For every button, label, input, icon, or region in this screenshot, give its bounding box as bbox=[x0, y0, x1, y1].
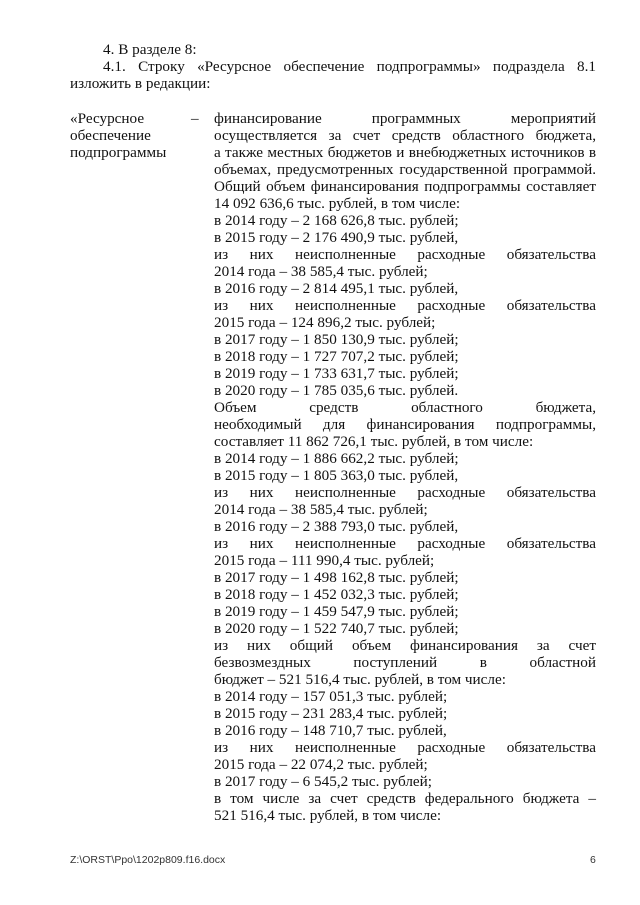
section-heading: 4. В разделе 8: bbox=[103, 41, 197, 58]
content-line: составляет 11 862 726,1 тыс. рублей, в том числе: bbox=[214, 433, 534, 450]
content-line: в 2018 году – 1 727 707,2 тыс. рублей; bbox=[214, 348, 459, 365]
content-line: объемах, предусмотренных государственной программой. bbox=[214, 161, 596, 178]
row-content-column bbox=[214, 110, 596, 824]
content-line: 2014 года – 38 585,4 тыс. рублей; bbox=[214, 501, 428, 518]
content-line: 14 092 636,6 тыс. рублей, в том числе: bbox=[214, 195, 461, 212]
content-line: 521 516,4 тыс. рублей, в том числе: bbox=[214, 807, 442, 824]
content-line: в 2016 году – 148 710,7 тыс. рублей, bbox=[214, 722, 447, 739]
content-line: из них неисполненные расходные обязательства bbox=[214, 246, 596, 263]
content-line: в 2015 году – 2 176 490,9 тыс. рублей, bbox=[214, 229, 459, 246]
page-number: 6 bbox=[590, 854, 596, 866]
content-line: в 2017 году – 6 545,2 тыс. рублей; bbox=[214, 773, 432, 790]
content-line: 2015 года – 111 990,4 тыс. рублей; bbox=[214, 552, 435, 569]
row-label-line: «Ресурсное bbox=[70, 110, 145, 127]
content-line: осуществляется за счет средств областного бюджета, bbox=[214, 127, 596, 144]
row-label-dash: – bbox=[191, 110, 199, 127]
content-line: Общий объем финансирования подпрограммы составляет bbox=[214, 178, 596, 195]
content-line: в 2015 году – 231 283,4 тыс. рублей; bbox=[214, 705, 448, 722]
content-line: Объем средств областного бюджета, bbox=[214, 399, 596, 416]
content-line: в 2016 году – 2 814 495,1 тыс. рублей, bbox=[214, 280, 459, 297]
content-line: в 2019 году – 1 459 547,9 тыс. рублей; bbox=[214, 603, 459, 620]
content-line: финансирование программных мероприятий bbox=[214, 110, 596, 127]
content-line: в 2014 году – 2 168 626,8 тыс. рублей; bbox=[214, 212, 459, 229]
content-line: в 2019 году – 1 733 631,7 тыс. рублей; bbox=[214, 365, 459, 382]
content-line: 2015 года – 22 074,2 тыс. рублей; bbox=[214, 756, 428, 773]
instruction-line-end: изложить в редакции: bbox=[70, 75, 211, 92]
content-line: из них неисполненные расходные обязательства bbox=[214, 484, 596, 501]
content-line: из них неисполненные расходные обязательства bbox=[214, 297, 596, 314]
content-line: в том числе за счет средств федерального бюджета – bbox=[214, 790, 596, 807]
content-line: в 2015 году – 1 805 363,0 тыс. рублей, bbox=[214, 467, 459, 484]
instruction-line: 4.1. Строку «Ресурсное обеспечение подпрограммы» подраздела 8.1 bbox=[103, 58, 596, 75]
content-line: 2014 года – 38 585,4 тыс. рублей; bbox=[214, 263, 428, 280]
content-line: в 2018 году – 1 452 032,3 тыс. рублей; bbox=[214, 586, 459, 603]
content-line: в 2020 году – 1 522 740,7 тыс. рублей; bbox=[214, 620, 459, 637]
content-line: из них общий объем финансирования за счет bbox=[214, 637, 596, 654]
content-line: в 2017 году – 1 850 130,9 тыс. рублей; bbox=[214, 331, 459, 348]
content-line: в 2016 году – 2 388 793,0 тыс. рублей, bbox=[214, 518, 459, 535]
content-line: а также местных бюджетов и внебюджетных источников в bbox=[214, 144, 596, 161]
row-label-line: подпрограммы bbox=[70, 144, 167, 161]
content-line: из них неисполненные расходные обязательства bbox=[214, 535, 596, 552]
content-line: в 2014 году – 1 886 662,2 тыс. рублей; bbox=[214, 450, 459, 467]
content-line: в 2020 году – 1 785 035,6 тыс. рублей. bbox=[214, 382, 459, 399]
content-line: бюджет – 521 516,4 тыс. рублей, в том числе: bbox=[214, 671, 506, 688]
content-line: в 2014 году – 157 051,3 тыс. рублей; bbox=[214, 688, 448, 705]
content-line: из них неисполненные расходные обязательства bbox=[214, 739, 596, 756]
content-line: необходимый для финансирования подпрограммы, bbox=[214, 416, 596, 433]
content-line: в 2017 году – 1 498 162,8 тыс. рублей; bbox=[214, 569, 459, 586]
content-line: 2015 года – 124 896,2 тыс. рублей; bbox=[214, 314, 436, 331]
content-line: безвозмездных поступлений в областной bbox=[214, 654, 596, 671]
footer-file-path: Z:\ORST\Ppo\1202p809.f16.docx bbox=[70, 854, 226, 866]
row-label-line: обеспечение bbox=[70, 127, 151, 144]
